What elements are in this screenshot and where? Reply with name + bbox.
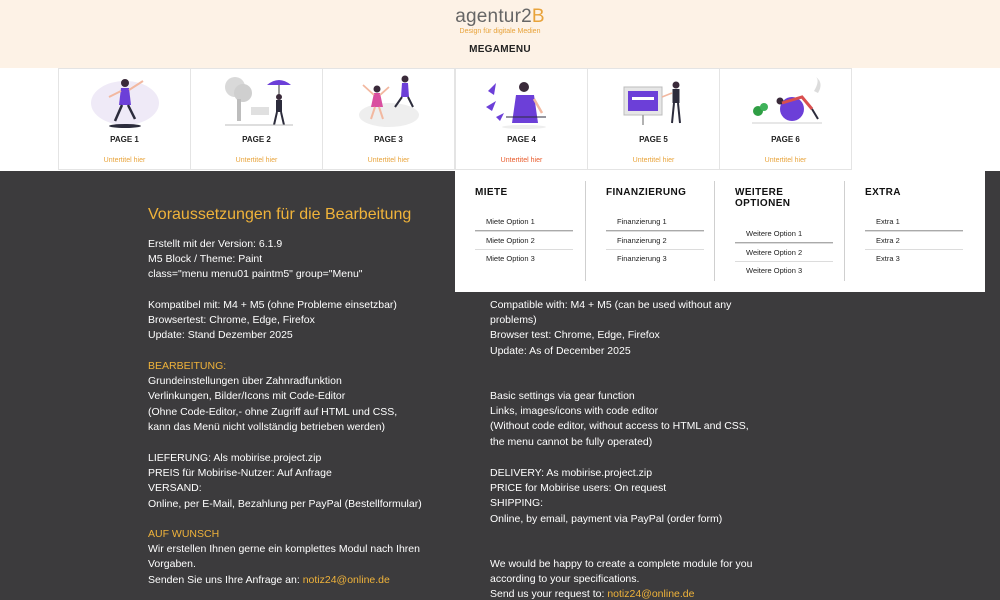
text-line: PREIS für Mobirise-Nutzer: Auf Anfrage bbox=[148, 467, 332, 480]
page-title: PAGE 6 bbox=[771, 135, 800, 144]
dancing-woman-illustration bbox=[85, 73, 165, 131]
page-subtitle: Untertitel hier bbox=[367, 157, 410, 164]
page-title: PAGE 2 bbox=[242, 135, 271, 144]
text-line: Browser test: Chrome, Edge, Firefox bbox=[490, 329, 660, 342]
page-title: PAGE 1 bbox=[110, 135, 139, 144]
jumping-people-illustration bbox=[349, 73, 429, 131]
text-line: Basic settings via gear function bbox=[490, 390, 635, 402]
text-line: Wir erstellen Ihnen gerne ein komplettes Modul nach Ihren bbox=[148, 543, 420, 556]
email-link[interactable]: notiz24@online.de bbox=[302, 573, 390, 586]
text-line: Compatible with: M4 + M5 (can be used without any bbox=[490, 299, 732, 311]
text-line: SHIPPING: bbox=[490, 497, 544, 510]
text-line: according to your specifications. bbox=[490, 573, 640, 586]
page-subtitle: Untertitel hier bbox=[764, 157, 807, 164]
page-subtitle: Untertitel hier bbox=[500, 157, 543, 164]
column-heading: EXTRA bbox=[865, 187, 901, 198]
menu-option[interactable]: Weitere Option 2 bbox=[735, 243, 833, 261]
text-line: problems) bbox=[490, 314, 537, 327]
text-line: Online, per E-Mail, Bezahlung per PayPal (Bestellformular) bbox=[148, 497, 422, 510]
text-line: Update: Stand Dezember 2025 bbox=[148, 329, 293, 342]
text-line: Online, by email, payment via PayPal (order form) bbox=[490, 512, 723, 525]
text-line: Update: As of December 2025 bbox=[490, 344, 631, 357]
dropdown-column-miete bbox=[455, 181, 583, 281]
screen-presentation-illustration bbox=[614, 73, 694, 131]
megamenu-dropdown bbox=[455, 171, 985, 292]
text-line: kann das Menü nicht vollständig betrieben werden) bbox=[148, 420, 385, 433]
text-line: the menu cannot be fully operated) bbox=[490, 435, 653, 448]
compat-info-en bbox=[490, 298, 731, 359]
text-line: (Ohne Code-Editor,- ohne Zugriff auf HTML und CSS, bbox=[148, 405, 398, 418]
edit-info-en bbox=[490, 389, 749, 450]
dropdown-column-finanzierung bbox=[585, 181, 713, 281]
menu-option[interactable]: Finanzierung 1 bbox=[606, 213, 704, 231]
page-card-1[interactable] bbox=[58, 68, 191, 170]
woman-with-leaves-illustration bbox=[482, 73, 562, 131]
page-card-5[interactable] bbox=[587, 68, 720, 170]
page-title: PAGE 5 bbox=[639, 135, 668, 144]
column-heading: WEITERE OPTIONEN bbox=[735, 187, 791, 209]
text-line: VERSAND: bbox=[148, 482, 202, 495]
menu-option[interactable]: Miete Option 3 bbox=[475, 249, 573, 267]
site-header bbox=[0, 0, 1000, 68]
logo-wordmark bbox=[0, 7, 1000, 27]
send-line bbox=[490, 587, 752, 600]
yoga-ball-illustration bbox=[746, 73, 826, 131]
request-info-en bbox=[490, 557, 752, 600]
delivery-info-de bbox=[148, 451, 422, 512]
menu-option[interactable]: Extra 3 bbox=[865, 249, 963, 267]
text-line: M5 Block / Theme: Paint bbox=[148, 253, 263, 266]
text-line: DELIVERY: As mobirise.project.zip bbox=[490, 467, 653, 479]
page-card-3[interactable] bbox=[322, 68, 455, 170]
content-title: Voraussetzungen für die Bearbeitung bbox=[148, 206, 412, 223]
text-line: Vorgaben. bbox=[148, 558, 196, 571]
megamenu-pages-row bbox=[0, 68, 1000, 171]
page-subtitle: Untertitel hier bbox=[103, 157, 146, 164]
dropdown-column-weitere-optionen bbox=[714, 181, 842, 281]
request-info-de bbox=[148, 527, 420, 588]
menu-option[interactable]: Extra 2 bbox=[865, 231, 963, 249]
menu-option[interactable]: Extra 1 bbox=[865, 213, 963, 231]
text-line: Browsertest: Chrome, Edge, Firefox bbox=[148, 314, 315, 327]
page-title: PAGE 3 bbox=[374, 135, 403, 144]
section-heading: AUF WUNSCH bbox=[148, 528, 220, 540]
menu-option[interactable]: Miete Option 2 bbox=[475, 231, 573, 249]
send-prefix: Send us your request to: bbox=[490, 588, 608, 600]
text-line: PRICE for Mobirise users: On request bbox=[490, 482, 667, 495]
section-heading: BEARBEITUNG: bbox=[148, 360, 227, 372]
logo[interactable] bbox=[0, 7, 1000, 36]
edit-info-de bbox=[148, 359, 397, 435]
page-card-2[interactable] bbox=[190, 68, 323, 170]
logo-main-text: agentur2 bbox=[455, 6, 532, 27]
text-line: LIEFERUNG: Als mobirise.project.zip bbox=[148, 452, 322, 464]
text-line: class="menu menu01 paintm5" group="Menu" bbox=[148, 268, 363, 281]
dropdown-column-extra bbox=[844, 181, 972, 281]
delivery-info-en bbox=[490, 466, 722, 527]
page-card-6[interactable] bbox=[719, 68, 852, 170]
text-line: Verlinkungen, Bilder/Icons mit Code-Editor bbox=[148, 390, 346, 403]
page-card-4[interactable] bbox=[455, 68, 588, 170]
column-heading: FINANZIERUNG bbox=[606, 187, 687, 198]
column-heading: MIETE bbox=[475, 187, 508, 198]
umbrella-walk-illustration bbox=[217, 73, 297, 131]
text-line: Kompatibel mit: M4 + M5 (ohne Probleme einsetzbar) bbox=[148, 299, 397, 311]
logo-tagline: Design für digitale Medien bbox=[459, 28, 541, 35]
menu-option[interactable]: Finanzierung 3 bbox=[606, 249, 704, 267]
menu-option[interactable]: Weitere Option 3 bbox=[735, 261, 833, 279]
text-line: Links, images/icons with code editor bbox=[490, 405, 659, 418]
menu-option[interactable]: Finanzierung 2 bbox=[606, 231, 704, 249]
compat-info-de bbox=[148, 298, 397, 344]
menu-option[interactable]: Miete Option 1 bbox=[475, 213, 573, 231]
text-line: We would be happy to create a complete module for you bbox=[490, 558, 753, 570]
send-prefix: Senden Sie uns Ihre Anfrage an: bbox=[148, 573, 303, 586]
page-subtitle: Untertitel hier bbox=[235, 157, 278, 164]
send-line bbox=[148, 573, 420, 588]
email-link[interactable]: notiz24@online.de bbox=[607, 588, 695, 600]
page-subtitle: Untertitel hier bbox=[632, 157, 675, 164]
logo-accent-text: B bbox=[531, 6, 545, 27]
text-line: Erstellt mit der Version: 6.1.9 bbox=[148, 238, 283, 250]
megamenu-nav-link[interactable]: MEGAMENU bbox=[469, 44, 531, 55]
page-title: PAGE 4 bbox=[507, 135, 536, 144]
text-line: (Without code editor, without access to HTML and CSS, bbox=[490, 420, 749, 433]
menu-option[interactable]: Weitere Option 1 bbox=[735, 225, 833, 243]
version-info bbox=[148, 237, 363, 283]
text-line: Grundeinstellungen über Zahnradfunktion bbox=[148, 375, 342, 388]
